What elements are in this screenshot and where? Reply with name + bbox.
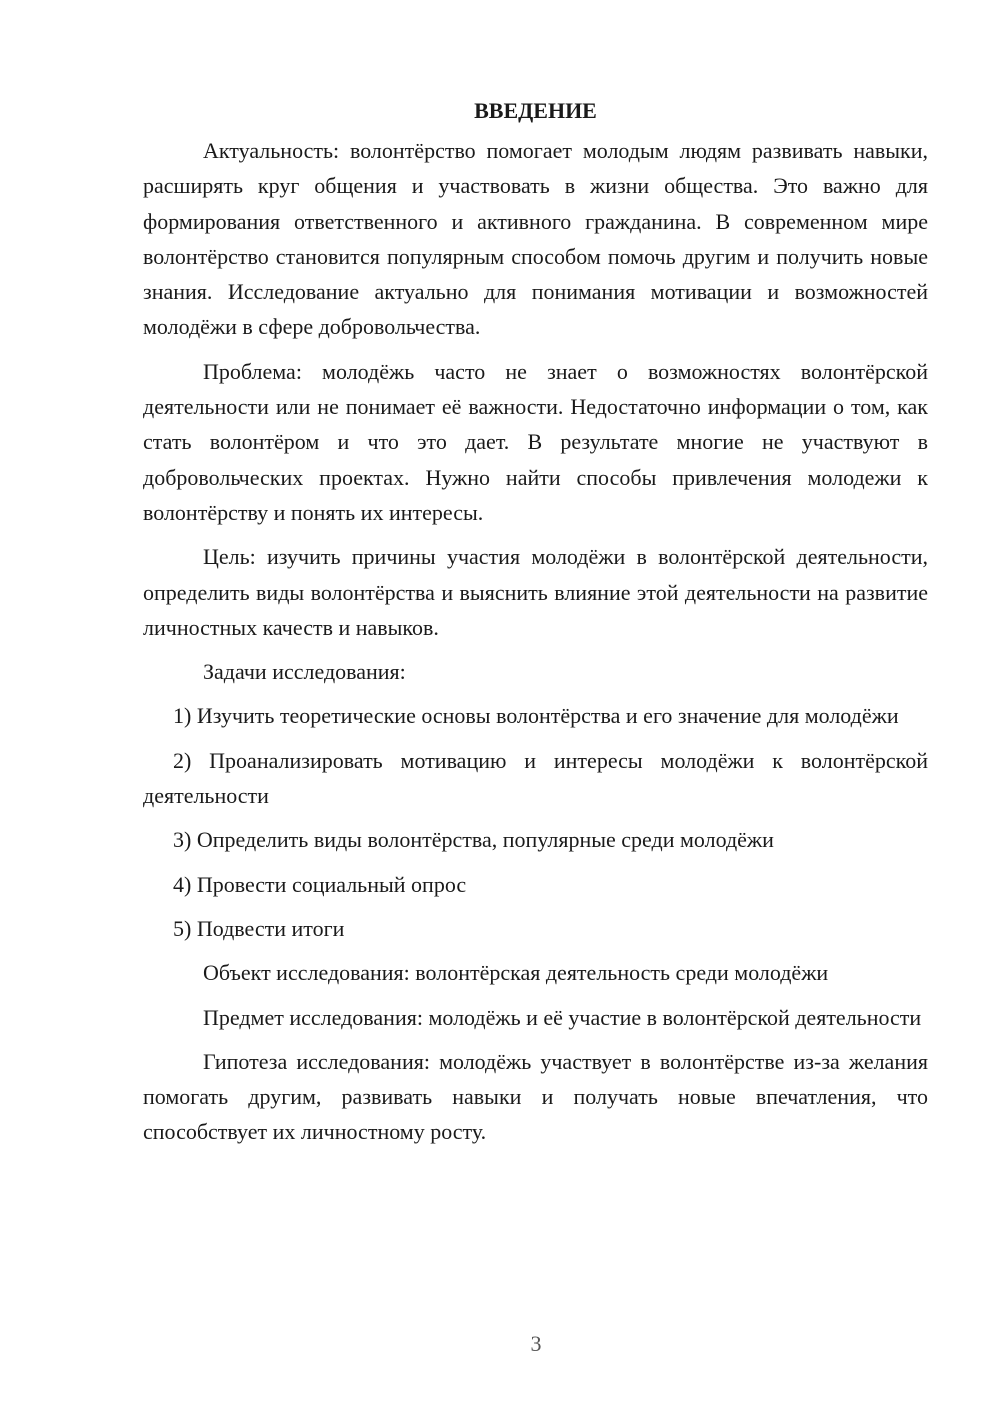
object-paragraph: Объект исследования: волонтёрская деятельность среди молодёжи — [203, 960, 829, 986]
relevance-paragraph: Актуальность: волонтёрство помогает молодым людям развивать навыки, расширять круг общения и участвовать в жизни общества. Это важно для формирования ответственного и активного гражданина. В современном мире волонтёрство становится популярным способом помочь другим и получить новые знания. Исследование актуально для понимания мотивации и возможностей молодёжи в сфере добровольчества. — [143, 138, 928, 340]
page-content — [143, 96, 928, 1159]
task-item-3: 3) Определить виды волонтёрства, популярные среди молодёжи — [173, 827, 774, 853]
task-item-4: 4) Провести социальный опрос — [173, 871, 467, 897]
task-item-2: 2) Проанализировать мотивацию и интересы молодёжи к волонтёрской деятельности — [143, 747, 928, 809]
page-number: 3 — [530, 1331, 542, 1356]
problem-paragraph: Проблема: молодёжь часто не знает о возможностях волонтёрской деятельности или не понимает её важности. Недостаточно информации о том, как стать волонтёром и что это дает. В результате многие не участвуют в добровольческих проектах. Нужно найти способы привлечения молодежи к волонтёрству и понять их интересы. — [143, 358, 928, 525]
task-item-1: 1) Изучить теоретические основы волонтёрства и его значение для молодёжи — [173, 703, 899, 729]
tasks-heading: Задачи исследования: — [203, 659, 406, 685]
hypothesis-paragraph: Гипотеза исследования: молодёжь участвует в волонтёрстве из-за желания помогать другим, развивать навыки и получать новые впечатления, что способствует их личностному росту. — [143, 1048, 928, 1145]
subject-paragraph: Предмет исследования: молодёжь и её участие в волонтёрской деятельности — [203, 1004, 922, 1030]
section-title: ВВЕДЕНИЕ — [474, 98, 597, 123]
task-item-5: 5) Подвести итоги — [173, 915, 345, 941]
goal-paragraph: Цель: изучить причины участия молодёжи в волонтёрской деятельности, определить виды волонтёрства и выяснить влияние этой деятельности на развитие личностных качеств и навыков. — [143, 544, 928, 640]
